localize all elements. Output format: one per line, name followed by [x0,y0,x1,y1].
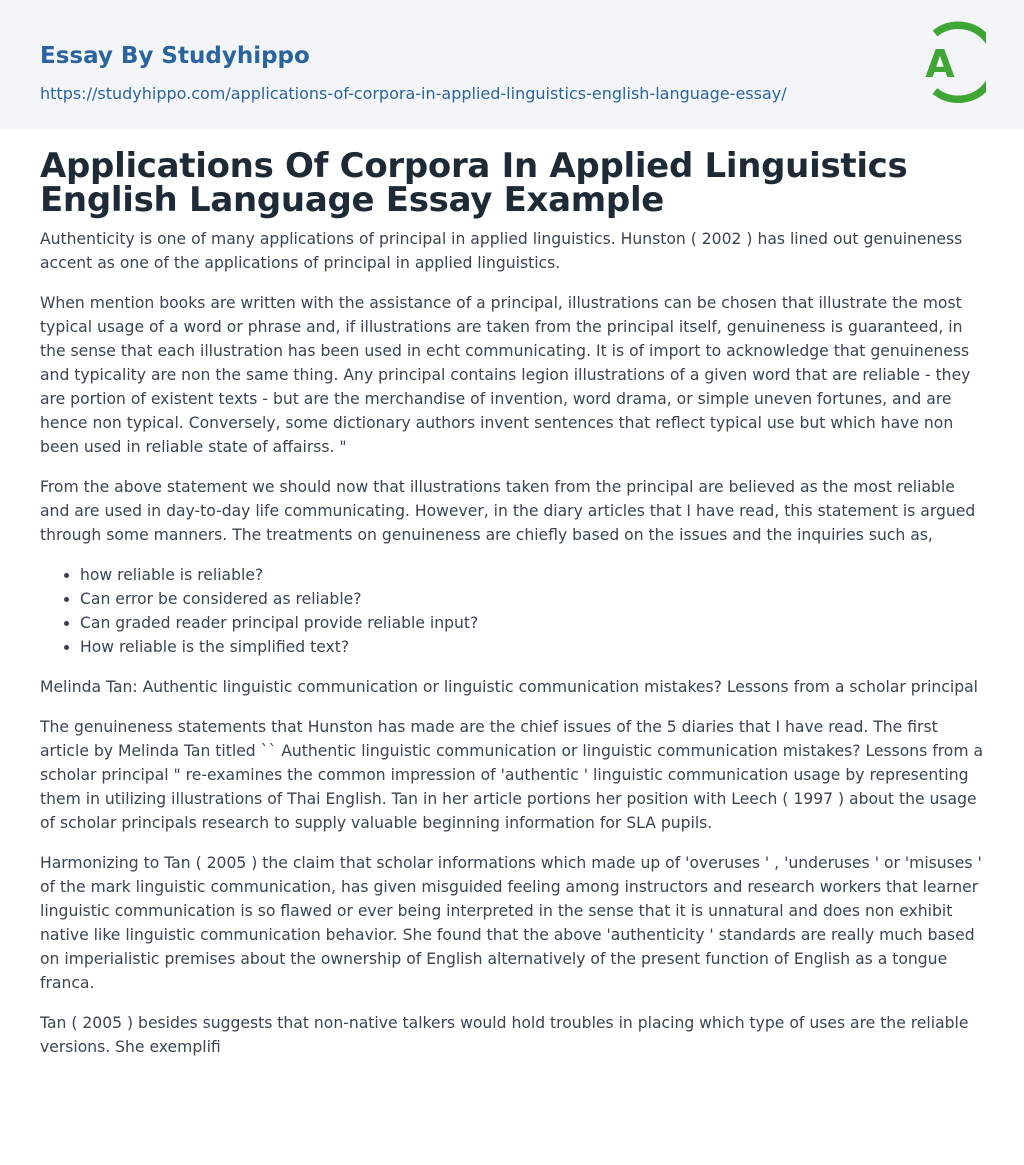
paragraph: Tan ( 2005 ) besides suggests that non-native talkers would hold troubles in placing which type of uses are the reliable versions. She exemplifi [40,1014,969,1056]
list-item: • Can error be considered as reliable? [80,587,984,611]
paragraph: Authenticity is one of many applications of principal in applied linguistics. Hunston ( 2002 ) has lined out genuineness accent as one of the applications of principal in applied linguistics. [40,230,963,272]
site-header [0,0,1024,129]
paragraph: Harmonizing to Tan ( 2005 ) the claim that scholar informations which made up of 'overuses ' , 'underuses ' or 'misuses ' of the mark linguistic communication, has given misguided feeling among instructors and research workers that learner linguistic communication is so flawed or ever being interpreted in the sense that it is unnatural and does non exhibit native like linguistic communication behavior. She found that the above 'authenticity ' standards are really much based on imperialistic premises about the ownership of English alternatively of the present function of English as a tongue franca. [40,854,982,992]
list-item: • How reliable is the simplified text? [80,635,984,659]
site-title[interactable]: Essay By Studyhippo [40,43,310,69]
logo-letter: A [925,42,955,86]
article [0,129,1024,1059]
list-item: • how reliable is reliable? [80,563,984,587]
paragraph: The genuineness statements that Hunston has made are the chief issues of the 5 diaries that I have read. The first article by Melinda Tan titled `` Authentic linguistic communication or linguistic communication mistakes? Lessons from a scholar principal " re-examines the common impression of 'authentic ' linguistic communication usage by representing them in utilizing illustrations of Thai English. Tan in her article portions her position with Leech ( 1997 ) about the usage of scholar principals research to supply valuable beginning information for SLA pupils. [40,718,984,832]
article-url-link[interactable]: https://studyhippo.com/applications-of-corpora-in-applied-linguistics-english-language-essay/ [40,84,787,103]
studyhippo-logo-icon[interactable] [912,20,986,104]
paragraph: Melinda Tan: Authentic linguistic communication or linguistic communication mistakes? Lessons from a scholar principal [40,678,978,696]
list-item: • Can graded reader principal provide reliable input? [80,611,984,635]
article-title: Applications Of Corpora In Applied Linguistics English Language Essay Example [40,146,908,220]
paragraph: When mention books are written with the assistance of a principal, illustrations can be chosen that illustrate the most typical usage of a word or phrase and, if illustrations are taken from the principal itself, genuineness is guaranteed, in the sense that each illustration has been used in echt communicating. It is of import to acknowledge that genuineness and typicality are non the same thing. Any principal contains legion illustrations of a given word that are reliable - they are portion of existent texts - but are the merchandise of invention, word drama, or simple uneven fortunes, and are hence non typical. Conversely, some dictionary authors invent sentences that reflect typical use but which have non been used in reliable state of affairss. " [40,294,971,456]
question-list [40,563,984,659]
paragraph: From the above statement we should now that illustrations taken from the principal are believed as the most reliable and are used in day-to-day life communicating. However, in the diary articles that I have read, this statement is argued through some manners. The treatments on genuineness are chiefly based on the issues and the inquiries such as, [40,478,976,544]
